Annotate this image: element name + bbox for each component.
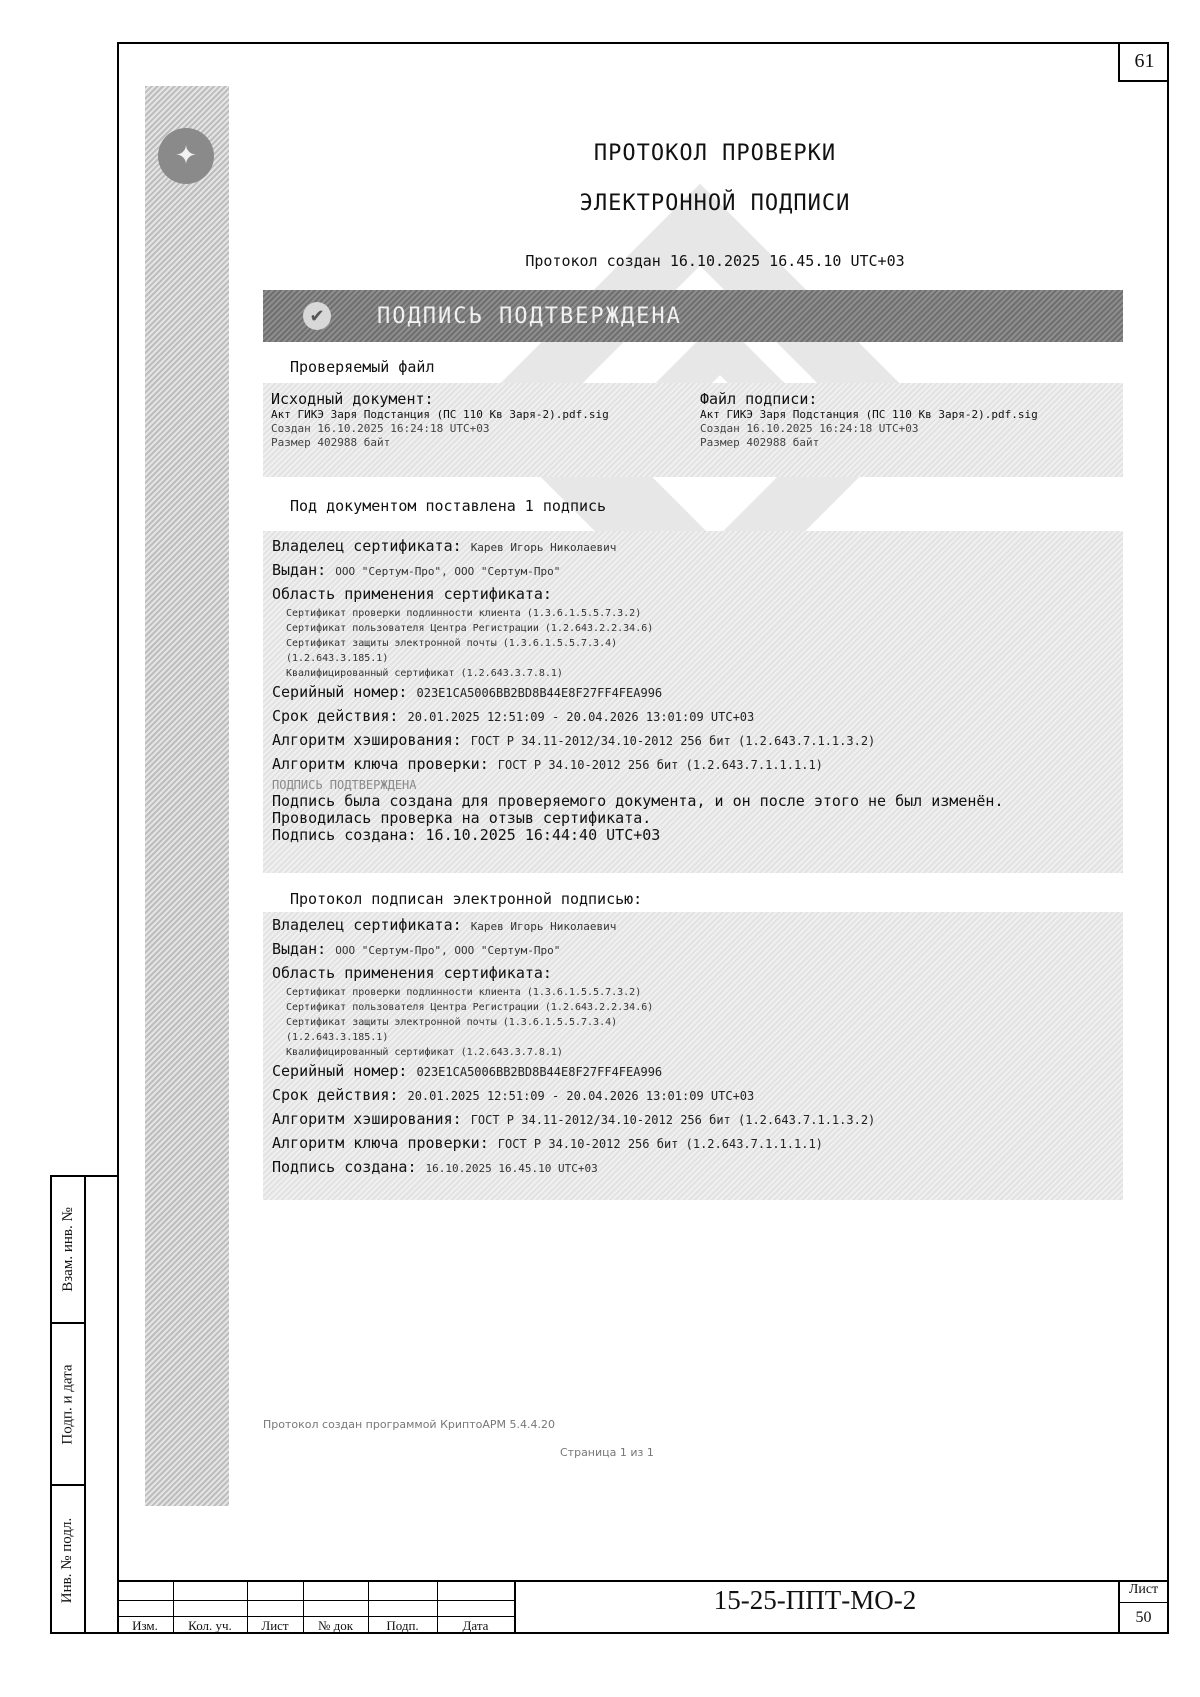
sig1-issued-label: Выдан: [272, 561, 327, 579]
source-doc-size: Размер 402988 байт [271, 436, 391, 449]
side-cell-inv [52, 1486, 84, 1634]
sig2-scope-item: Сертификат проверки подлинности клиента (1.3.6.1.5.5.7.3.2) [286, 987, 642, 998]
status-banner-text: ПОДПИСЬ ПОДТВЕРЖДЕНА [377, 303, 682, 329]
sig2-signed-label: Подпись создана: [272, 1158, 417, 1176]
sig2-hash-row [272, 1108, 1120, 1132]
protocol-title-line2: ЭЛЕКТРОННОЙ ПОДПИСИ [579, 191, 851, 216]
sig1-owner-label: Владелец сертификата: [272, 537, 462, 555]
sig-file-created: Создан 16.10.2025 16:24:18 UTC+03 [700, 422, 919, 435]
tb-col-podp: Подп. [386, 1618, 419, 1633]
sig1-hash: ГОСТ Р 34.11-2012/34.10-2012 256 бит (1.2.643.7.1.1.3.2) [470, 734, 876, 748]
tb-col-doc: № док [317, 1618, 354, 1633]
status-banner [263, 290, 1123, 342]
sig2-validity-label: Срок действия: [272, 1086, 399, 1104]
sig1-scope-item: Сертификат пользователя Центра Регистрации (1.2.643.2.2.34.6) [286, 623, 654, 634]
sig-file-label: Файл подписи: [700, 390, 818, 408]
sig2-scope-item: (1.2.643.3.185.1) [286, 1032, 389, 1043]
footer-program: Протокол создан программой КриптоАРМ 5.4.4.20 [263, 1418, 555, 1431]
sig1-hash-label: Алгоритм хэширования: [272, 731, 462, 749]
tb-col-list: Лист [261, 1618, 289, 1633]
sig2-signed: 16.10.2025 16.45.10 UTC+03 [425, 1162, 598, 1175]
sig2-scope-label: Область применения сертификата: [272, 964, 552, 982]
signature1-details [272, 535, 1120, 844]
side-label-inv: Инв. № подл. [59, 1517, 76, 1603]
sig2-signed-row [272, 1156, 1120, 1180]
tb-col-izm: Изм. [132, 1618, 158, 1633]
sheet-label: Лист [1128, 1582, 1159, 1597]
sig1-key-row [272, 753, 1120, 777]
signature2-details [272, 914, 1120, 1180]
source-doc-name: Акт ГИКЭ Заря Подстанция (ПС 110 Кв Заря-2).pdf.sig [271, 408, 609, 421]
sig2-hash-label: Алгоритм хэширования: [272, 1110, 462, 1128]
protocol-signed-heading: Протокол подписан электронной подписью: [290, 890, 643, 908]
side-stamp [50, 1175, 119, 1634]
sig1-status: ПОДПИСЬ ПОДТВЕРЖДЕНА [272, 778, 417, 792]
checked-file-heading: Проверяемый файл [290, 358, 435, 376]
sheet-number: 50 [1135, 1609, 1152, 1626]
sig2-key-label: Алгоритм ключа проверки: [272, 1134, 489, 1152]
tb-top-line [117, 1580, 1169, 1582]
source-doc-created: Создан 16.10.2025 16:24:18 UTC+03 [271, 422, 490, 435]
tb-row-line [117, 1616, 514, 1617]
side-label-vzam: Взам. инв. № [59, 1207, 76, 1292]
sig2-scope-item: Сертификат пользователя Центра Регистрации (1.2.643.2.2.34.6) [286, 1002, 654, 1013]
sig2-issued-label: Выдан: [272, 940, 327, 958]
tb-col-line [514, 1580, 516, 1634]
sig1-validity: 20.01.2025 12:51:09 - 20.04.2026 13:01:09 UTC+03 [407, 710, 755, 724]
sig2-owner-row [272, 914, 1120, 938]
sig1-note1: Подпись была создана для проверяемого документа, и он после этого не был изменён. [272, 792, 1004, 810]
side-cell-vzam [52, 1177, 84, 1324]
sig1-owner-row [272, 535, 1120, 559]
document-code: 15-25-ППТ-МО-2 [713, 1585, 917, 1615]
sig2-issued: ООО "Сертум-Про", ООО "Сертум-Про" [335, 944, 561, 957]
sig1-scope-item: (1.2.643.3.185.1) [286, 653, 389, 664]
sig2-key: ГОСТ Р 34.10-2012 256 бит (1.2.643.7.1.1.1.1) [497, 1137, 823, 1151]
sig1-validity-label: Срок действия: [272, 707, 399, 725]
side-stamp-divider [84, 1177, 86, 1632]
sig1-issued-row [272, 559, 1120, 583]
sig2-validity-row [272, 1084, 1120, 1108]
sig2-scope-list [272, 985, 1120, 1060]
tb-sheet-line [1118, 1602, 1169, 1603]
sig1-issued: ООО "Сертум-Про", ООО "Сертум-Про" [335, 565, 561, 578]
sig2-scope-item: Квалифицированный сертификат (1.2.643.3.7.8.1) [286, 1047, 563, 1058]
sig2-serial-label: Серийный номер: [272, 1062, 408, 1080]
sig2-hash: ГОСТ Р 34.11-2012/34.10-2012 256 бит (1.2.643.7.1.1.3.2) [470, 1113, 876, 1127]
sig2-validity: 20.01.2025 12:51:09 - 20.04.2026 13:01:09 UTC+03 [407, 1089, 755, 1103]
sig2-scope-item: Сертификат защиты электронной почты (1.3.6.1.5.5.7.3.4) [286, 1017, 618, 1028]
sig1-signed-row [272, 827, 1120, 844]
sig1-signed-label: Подпись создана: [272, 826, 417, 844]
footer-page: Страница 1 из 1 [560, 1446, 654, 1459]
sig2-owner-label: Владелец сертификата: [272, 916, 462, 934]
sig1-signed: 16.10.2025 16:44:40 UTC+03 [425, 826, 661, 844]
sig2-serial-row [272, 1060, 1120, 1084]
tb-row-line [117, 1600, 514, 1601]
sig2-serial: 023E1CA5006BB2BD8B44E8F27FF4FEA996 [416, 1065, 663, 1079]
sig1-serial-row [272, 681, 1120, 705]
side-label-podp: Подп. и дата [59, 1363, 76, 1445]
sig1-key: ГОСТ Р 34.10-2012 256 бит (1.2.643.7.1.1.1.1) [497, 758, 823, 772]
sig-file-size: Размер 402988 байт [700, 436, 820, 449]
sig2-issued-row [272, 938, 1120, 962]
sig1-scope-item: Сертификат проверки подлинности клиента (1.3.6.1.5.5.7.3.2) [286, 608, 642, 619]
sig1-scope-item: Сертификат защиты электронной почты (1.3.6.1.5.5.7.3.4) [286, 638, 618, 649]
sig2-owner: Карев Игорь Николаевич [470, 920, 617, 933]
source-document [271, 390, 691, 450]
cryptoarm-logo-icon: ✦ [158, 128, 214, 184]
signatures-heading: Под документом поставлена 1 подпись [290, 497, 607, 515]
protocol-title-line1: ПРОТОКОЛ ПРОВЕРКИ [593, 141, 837, 166]
source-doc-label: Исходный документ: [271, 390, 434, 408]
signature-file [700, 390, 1120, 450]
sig1-note2: Проводилась проверка на отзыв сертификата. [272, 809, 652, 827]
tb-col-date: Дата [462, 1618, 489, 1633]
side-cell-podp [52, 1324, 84, 1486]
sig1-scope-list [272, 606, 1120, 681]
decorative-stripe [145, 86, 229, 1506]
sig1-serial-label: Серийный номер: [272, 683, 408, 701]
protocol-created: Протокол создан 16.10.2025 16.45.10 UTC+03 [525, 252, 905, 270]
sig-file-name: Акт ГИКЭ Заря Подстанция (ПС 110 Кв Заря-2).pdf.sig [700, 408, 1038, 421]
sig1-scope-item: Квалифицированный сертификат (1.2.643.3.7.8.1) [286, 668, 563, 679]
sig1-scope-label: Область применения сертификата: [272, 585, 552, 603]
top-sheet-number: 61 [1118, 42, 1169, 82]
sig1-key-label: Алгоритм ключа проверки: [272, 755, 489, 773]
sig1-owner: Карев Игорь Николаевич [470, 541, 617, 554]
check-badge-icon: ✔ [303, 302, 331, 330]
sig1-serial: 023E1CA5006BB2BD8B44E8F27FF4FEA996 [416, 686, 663, 700]
tb-col-kol: Кол. уч. [188, 1618, 232, 1633]
sig1-hash-row [272, 729, 1120, 753]
sig1-validity-row [272, 705, 1120, 729]
sig2-key-row [272, 1132, 1120, 1156]
